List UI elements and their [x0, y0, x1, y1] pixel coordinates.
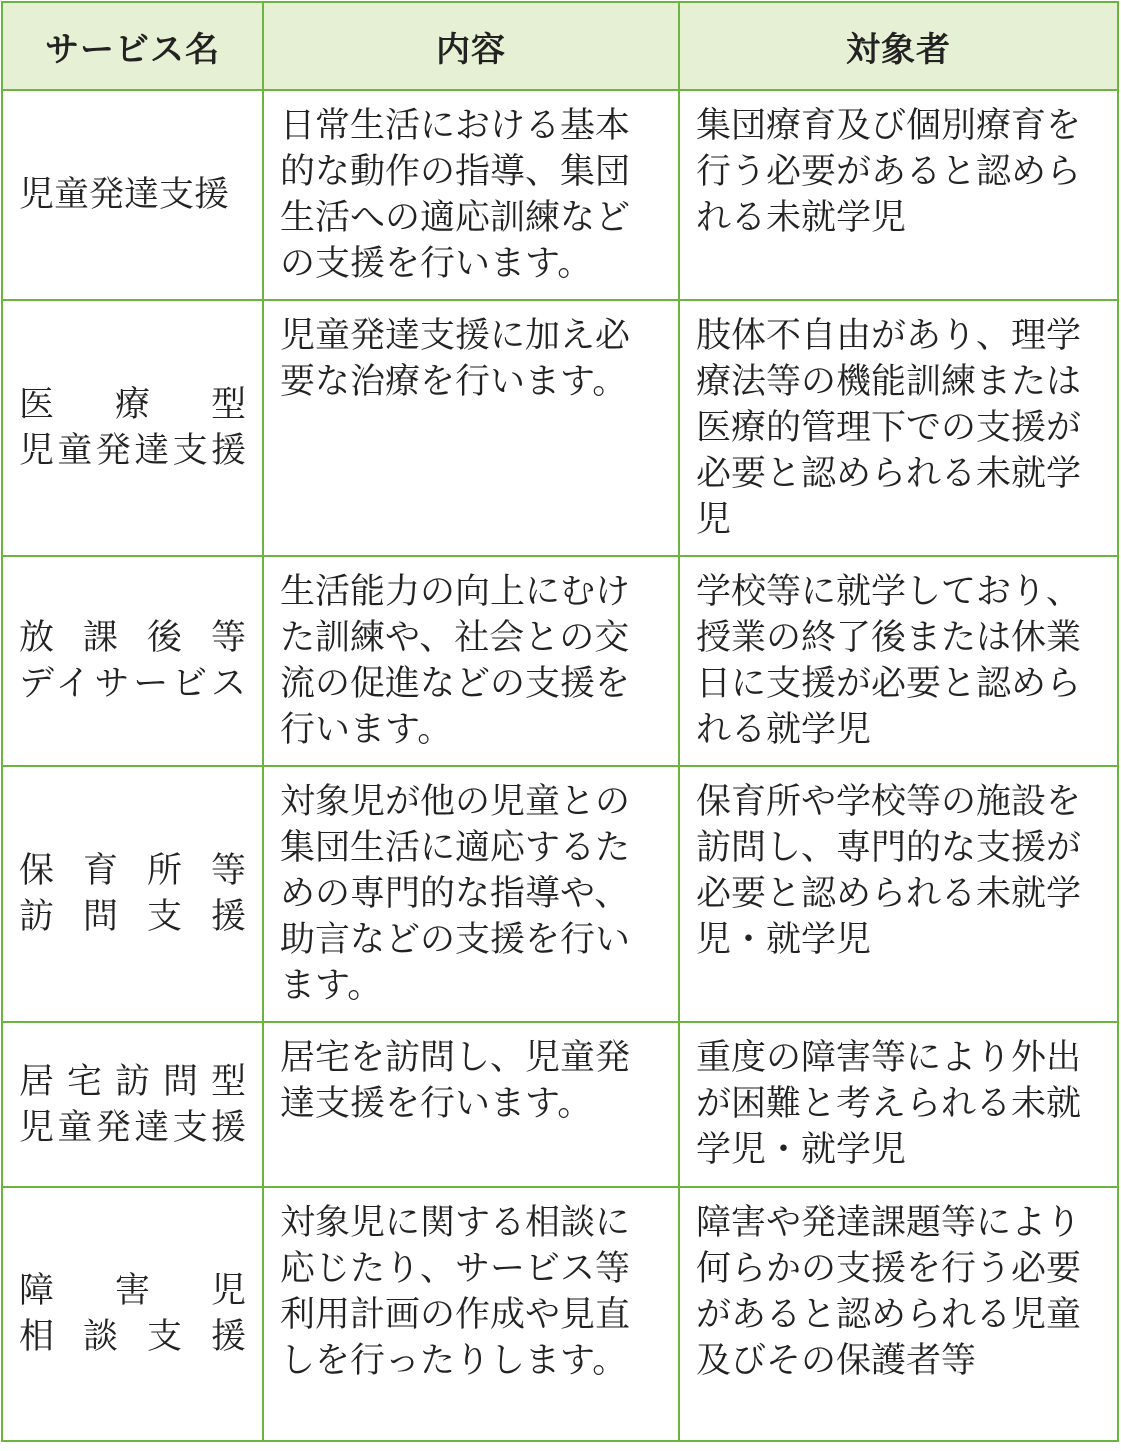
target-cell: 集団療育及び個別療育を行う必要があると認められる未就学児: [679, 90, 1118, 300]
header-row: [2, 2, 1118, 90]
target-cell: 重度の障害等により外出が困難と考えられる未就学児・就学児: [679, 1022, 1118, 1187]
content-cell: 生活能力の向上にむけた訓練や、社会との交流の促進などの支援を行います。: [263, 556, 679, 766]
service-name-cell: [2, 1187, 263, 1441]
service-name-line: 放課後等: [19, 618, 246, 658]
service-name-cell: [2, 1022, 263, 1187]
services-table: [1, 1, 1119, 1442]
content-cell: 児童発達支援に加え必要な治療を行います。: [263, 300, 679, 556]
content-cell: 対象児が他の児童との集団生活に適応するための専門的な指導や、助言などの支援を行います。: [263, 766, 679, 1022]
service-name-line: 医療型: [19, 385, 246, 425]
table-row: [2, 1187, 1118, 1441]
service-name-cell: [2, 556, 263, 766]
target-cell: 保育所や学校等の施設を訪問し、専門的な支援が必要と認められる未就学児・就学児: [679, 766, 1118, 1022]
service-name-line: 相談支援: [19, 1317, 246, 1357]
table-row: [2, 556, 1118, 766]
table-row: [2, 300, 1118, 556]
table-row: [2, 90, 1118, 300]
service-name-line: 児童発達支援: [19, 1107, 246, 1148]
target-cell: 学校等に就学しており、授業の終了後または休業日に支援が必要と認められる就学児: [679, 556, 1118, 766]
content-cell: 日常生活における基本的な動作の指導、集団生活への適応訓練などの支援を行います。: [263, 90, 679, 300]
service-name-line: 訪問支援: [19, 897, 246, 937]
header-service-name: サービス名: [2, 2, 263, 90]
header-target: 対象者: [679, 2, 1118, 90]
service-name-line: 障害児: [19, 1271, 246, 1311]
table-row: [2, 1022, 1118, 1187]
service-name-line: 児童発達支援: [19, 431, 246, 471]
content-cell: 居宅を訪問し、児童発達支援を行います。: [263, 1022, 679, 1187]
service-name-cell: [2, 90, 263, 300]
service-name-line: 居宅訪問型: [19, 1061, 246, 1102]
service-name-line: 保育所等: [19, 851, 246, 891]
service-name-cell: [2, 766, 263, 1022]
content-cell: 対象児に関する相談に応じたり、サービス等利用計画の作成や見直しを行ったりします。: [263, 1187, 679, 1441]
service-name-cell: [2, 300, 263, 556]
service-name-line: 児童発達支援: [19, 175, 230, 215]
table-row: [2, 766, 1118, 1022]
target-cell: 障害や発達課題等により何らかの支援を行う必要があると認められる児童及びその保護者等: [679, 1187, 1118, 1441]
service-name-line: デイサービス: [19, 664, 246, 704]
target-cell: 肢体不自由があり、理学療法等の機能訓練または医療的管理下での支援が必要と認められる未就学児: [679, 300, 1118, 556]
header-content: 内容: [263, 2, 679, 90]
